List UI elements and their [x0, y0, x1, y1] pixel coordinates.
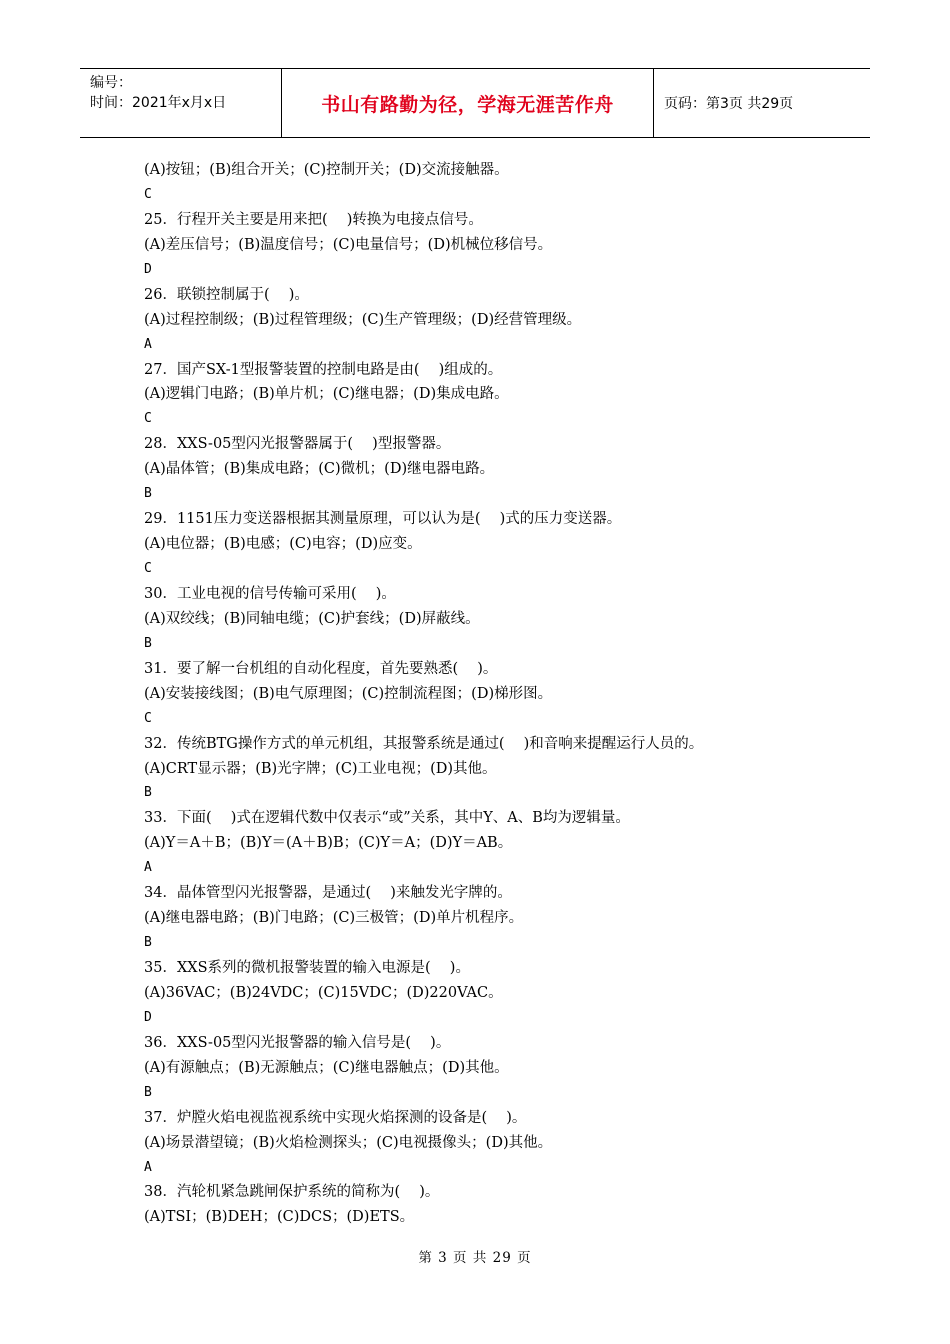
question-line: (A)差压信号；(B)温度信号；(C)电量信号；(D)机械位移信号。	[144, 236, 553, 253]
question-line: 32．传统BTG操作方式的单元机组，其报警系统是通过( )和音响来提醒运行人员的。	[144, 735, 704, 752]
question-line: 33．下面( )式在逻辑代数中仅表示“或”关系，其中Y、A、B均为逻辑量。	[144, 810, 630, 827]
question-line: 29．1151压力变送器根据其测量原理，可以认为是( )式的压力变送器。	[144, 511, 622, 528]
answer-line: A	[144, 860, 152, 876]
question-line: 35．XXS系列的微机报警装置的输入电源是( )。	[144, 960, 470, 976]
answer-line: A	[144, 336, 152, 352]
question-line: (A)继电器电路；(B)门电路；(C)三极管；(D)单片机程序。	[144, 910, 524, 927]
document-date: 时间：2021年x月x日	[90, 95, 227, 111]
question-line: 27．国产SX-1型报警装置的控制电路是由( )组成的。	[144, 361, 503, 378]
answer-line: A	[144, 1159, 152, 1175]
question-line: (A)过程控制级；(B)过程管理级；(C)生产管理级；(D)经营管理级。	[144, 311, 582, 328]
page-footer: 第 3 页 共 29 页	[418, 1250, 532, 1266]
question-line: 26．联锁控制属于( )。	[144, 286, 309, 303]
answer-line: C	[144, 186, 152, 202]
answer-line: B	[144, 1084, 152, 1100]
question-line: (A)36VAC；(B)24VDC；(C)15VDC；(D)220VAC。	[144, 984, 503, 1001]
header-motto: 书山有路勤为径，学海无涯苦作舟	[321, 93, 614, 116]
question-line: (A)安装接线图；(B)电气原理图；(C)控制流程图；(D)梯形图。	[144, 685, 553, 702]
question-line: (A)TSI；(B)DEH；(C)DCS；(D)ETS。	[144, 1209, 415, 1226]
header-meta	[80, 69, 281, 137]
answer-line: B	[144, 785, 152, 801]
answer-line: D	[144, 261, 152, 277]
question-line: (A)逻辑门电路；(B)单片机；(C)继电器；(D)集成电路。	[144, 386, 509, 403]
page-header	[80, 68, 870, 138]
document-number-label: 编号：	[90, 75, 132, 91]
answer-line: C	[144, 561, 152, 576]
question-line: 28．XXS-05型闪光报警器属于( )型报警器。	[144, 436, 451, 453]
question-line: 30．工业电视的信号传输可采用( )。	[144, 585, 396, 602]
header-motto-cell	[281, 69, 654, 137]
answer-line: B	[144, 935, 152, 951]
question-line: (A)CRT显示器；(B)光字牌；(C)工业电视；(D)其他。	[144, 760, 497, 777]
question-line: (A)场景潜望镜；(B)火焰检测探头；(C)电视摄像头；(D)其他。	[144, 1134, 553, 1151]
question-line: 25．行程开关主要是用来把( )转换为电接点信号。	[144, 211, 483, 228]
question-line: 38．汽轮机紧急跳闸保护系统的简称为( )。	[144, 1184, 440, 1201]
question-line: 31．要了解一台机组的自动化程度，首先要熟悉( )。	[144, 660, 498, 677]
answer-line: B	[144, 635, 152, 651]
answer-line: B	[144, 486, 152, 502]
answer-line: C	[144, 710, 152, 726]
question-line: (A)双绞线；(B)同轴电缆；(C)护套线；(D)屏蔽线。	[144, 610, 480, 627]
question-line: (A)晶体管；(B)集成电路；(C)微机；(D)继电器电路。	[144, 461, 495, 478]
answer-line: C	[144, 411, 152, 427]
answer-line: D	[144, 1009, 152, 1025]
question-line: 34．晶体管型闪光报警器，是通过( )来触发光字牌的。	[144, 885, 512, 902]
question-line: (A)有源触点；(B)无源触点；(C)继电器触点；(D)其他。	[144, 1059, 509, 1076]
question-line: (A)按钮；(B)组合开关；(C)控制开关；(D)交流接触器。	[144, 162, 509, 178]
question-line: 37．炉膛火焰电视监视系统中实现火焰探测的设备是( )。	[144, 1109, 527, 1126]
question-line: (A)Y＝A＋B；(B)Y＝(A＋B)B；(C)Y＝A；(D)Y＝AB。	[144, 835, 513, 852]
question-line: 36．XXS-05型闪光报警器的输入信号是( )。	[144, 1034, 451, 1051]
question-list	[144, 158, 844, 1230]
header-page-info: 页码：第3页 共29页	[664, 96, 794, 112]
question-line: (A)电位器；(B)电感；(C)电容；(D)应变。	[144, 536, 422, 553]
